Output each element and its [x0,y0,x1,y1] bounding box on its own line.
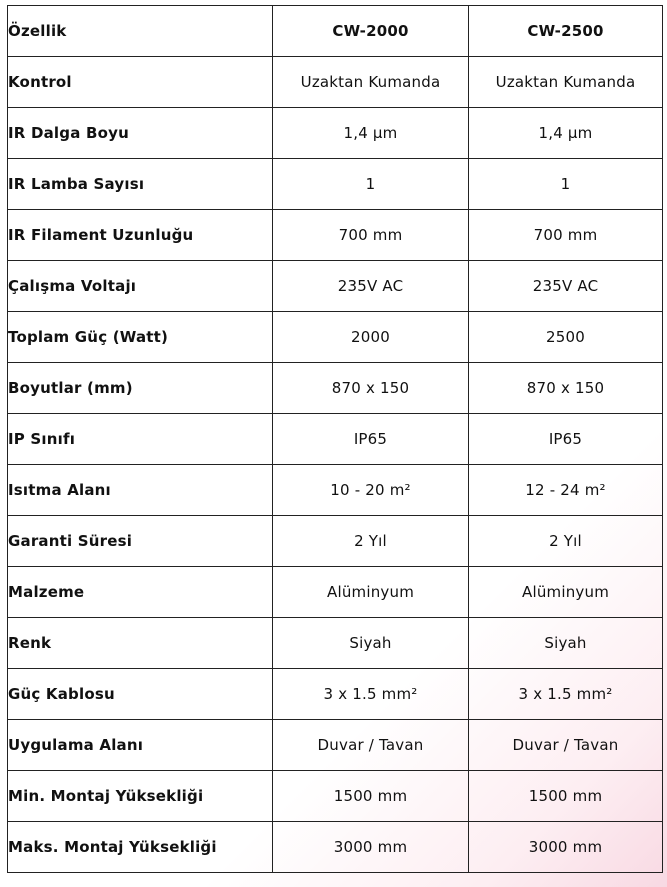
spec-table [7,5,663,873]
row-label: Kontrol [8,57,273,108]
cw2500-value: 12 - 24 m² [469,465,663,516]
table-row [8,363,663,414]
cw2500-value: 700 mm [469,210,663,261]
row-label: Garanti Süresi [8,516,273,567]
row-label: Güç Kablosu [8,669,273,720]
cw2000-value: 3000 mm [273,822,469,873]
table-row [8,822,663,873]
cw2000-value: 235V AC [273,261,469,312]
row-label: Min. Montaj Yüksekliği [8,771,273,822]
table-row [8,567,663,618]
row-label: IR Lamba Sayısı [8,159,273,210]
cw2500-value: 2500 [469,312,663,363]
row-label: Maks. Montaj Yüksekliği [8,822,273,873]
cw2500-value: Duvar / Tavan [469,720,663,771]
spec-table-body [8,6,663,873]
row-label: IR Filament Uzunluğu [8,210,273,261]
table-row [8,414,663,465]
header-model-cw2000: CW-2000 [273,6,469,57]
table-row [8,57,663,108]
cw2000-value: 2000 [273,312,469,363]
cw2000-value: Uzaktan Kumanda [273,57,469,108]
row-label: IR Dalga Boyu [8,108,273,159]
cw2500-value: 1,4 µm [469,108,663,159]
table-row [8,465,663,516]
cw2500-value: Siyah [469,618,663,669]
table-row [8,669,663,720]
row-label: Isıtma Alanı [8,465,273,516]
cw2000-value: Alüminyum [273,567,469,618]
cw2000-value: 870 x 150 [273,363,469,414]
cw2000-value: 2 Yıl [273,516,469,567]
table-row [8,618,663,669]
row-label: Çalışma Voltajı [8,261,273,312]
cw2500-value: 235V AC [469,261,663,312]
cw2500-value: 1 [469,159,663,210]
table-row [8,210,663,261]
cw2000-value: Duvar / Tavan [273,720,469,771]
table-row [8,720,663,771]
cw2500-value: Alüminyum [469,567,663,618]
cw2500-value: 1500 mm [469,771,663,822]
row-label: Boyutlar (mm) [8,363,273,414]
table-row [8,516,663,567]
cw2500-value: Uzaktan Kumanda [469,57,663,108]
cw2000-value: 3 x 1.5 mm² [273,669,469,720]
cw2000-value: 700 mm [273,210,469,261]
cw2000-value: Siyah [273,618,469,669]
table-row [8,312,663,363]
table-row [8,261,663,312]
table-row [8,771,663,822]
cw2000-value: 1500 mm [273,771,469,822]
cw2000-value: 1,4 µm [273,108,469,159]
row-label: Uygulama Alanı [8,720,273,771]
cw2500-value: 2 Yıl [469,516,663,567]
row-label: IP Sınıfı [8,414,273,465]
cw2500-value: 3 x 1.5 mm² [469,669,663,720]
header-model-cw2500: CW-2500 [469,6,663,57]
header-feature: Özellik [8,6,273,57]
table-header-row [8,6,663,57]
cw2000-value: IP65 [273,414,469,465]
cw2500-value: IP65 [469,414,663,465]
cw2000-value: 1 [273,159,469,210]
row-label: Renk [8,618,273,669]
row-label: Malzeme [8,567,273,618]
cw2500-value: 3000 mm [469,822,663,873]
table-row [8,108,663,159]
cw2000-value: 10 - 20 m² [273,465,469,516]
cw2500-value: 870 x 150 [469,363,663,414]
table-row [8,159,663,210]
row-label: Toplam Güç (Watt) [8,312,273,363]
